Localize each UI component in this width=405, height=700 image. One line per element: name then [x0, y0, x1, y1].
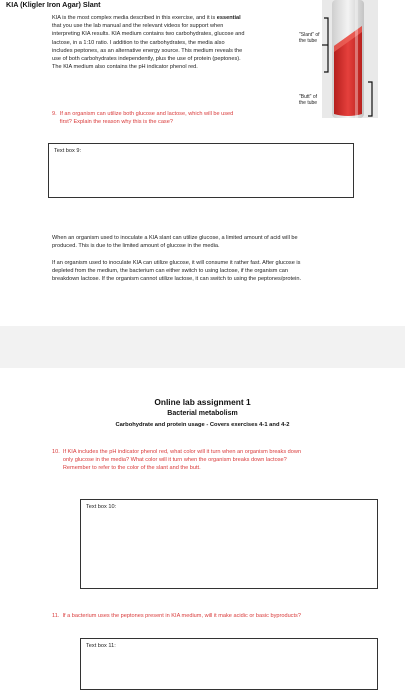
question-10-line: Remember to refer to the color of the slant and the butt. [52, 465, 201, 472]
slant-label-line: "Slant" of [299, 32, 320, 38]
intro-line: includes peptones, as an alternative energy source. This medium reveals the [52, 47, 243, 54]
intro-text: KIA is the most complex media described in this exercise, and it is [52, 15, 217, 21]
question-9-line: 9. If an organism can utilize both glucose and lactose, which will be used [52, 111, 234, 117]
assignment-title: Online lab assignment 1 [154, 397, 251, 407]
paragraph-line: depleted from the medium, the bacterium can either switch to using lactose, if the organism can [52, 268, 288, 275]
question-11-line: 11. If a bacterium uses the peptones present in KIA medium, will it make acidic or basic byproducts? [52, 613, 301, 619]
assignment-coverage: Carbohydrate and protein usage - Covers exercises 4-1 and 4-2 [115, 422, 290, 428]
text-box-10[interactable] [80, 499, 378, 589]
assignment-subtitle: Bacterial metabolism [167, 410, 238, 417]
question-10-line: only glucose in the media? What color will it turn when the organism breaks down lactose? [52, 457, 287, 464]
intro-line: interpreting KIA results. KIA medium contains two carbohydrates, glucose and [52, 31, 245, 38]
intro-bold-text: essential [216, 15, 241, 21]
intro-line: that you use the lab manual and the relevant videos for support when [52, 23, 224, 30]
intro-line: use of both carbohydrates independently, plus the use of protein (peptones). [52, 56, 241, 63]
question-9 [52, 110, 312, 126]
butt-label [299, 94, 317, 107]
butt-label-line: the tube [299, 100, 318, 107]
text-box-11[interactable] [80, 638, 378, 690]
question-10-line: 10. If KIA includes the pH indicator phenol red, what color will it turn when an organism breaks down [52, 449, 302, 455]
slant-label-line: the tube [299, 38, 318, 45]
intro-line: The KIA medium also contains the pH indicator phenol red. [52, 64, 198, 71]
text-box-9[interactable] [48, 143, 354, 198]
paragraph-line: When an organism used to inoculate a KIA slant can utilize glucose, a limited amount of acid will be [52, 235, 298, 241]
question-9-line: first? Explain the reason why this is the case? [52, 119, 173, 126]
question-10 [52, 448, 382, 473]
explanation-paragraph-2 [52, 259, 382, 284]
butt-label-line: "Butt" of [299, 94, 318, 100]
glass-highlight [355, 0, 358, 118]
paragraph-line: produced. This is due to the limited amount of glucose in the media. [52, 243, 220, 250]
text-box-11-label: Text box 11: [86, 643, 116, 649]
intro-line: lactose, in a 1:10 ratio. I addition to the carbohydrates, the media also [52, 39, 225, 46]
page-gap [0, 326, 405, 368]
section-heading: KIA (Kligler Iron Agar) Slant [6, 0, 101, 9]
paragraph-line: If an organism used to inoculate KIA can utilize glucose, it will consume it rather fast. After glucose is [52, 260, 301, 266]
intro-paragraph [52, 14, 304, 71]
intro-line [52, 14, 304, 22]
question-11 [52, 612, 382, 620]
explanation-paragraph-1 [52, 234, 382, 250]
text-box-9-label: Text box 9: [54, 148, 82, 154]
paragraph-line: breakdown lactose. If the organism cannot utilize lactose, it can switch to using the peptones/protein. [52, 276, 302, 283]
slant-label [299, 32, 320, 45]
kia-tube-photo [322, 0, 378, 118]
text-box-10-label: Text box 10: [86, 504, 117, 510]
page-one [0, 0, 405, 325]
